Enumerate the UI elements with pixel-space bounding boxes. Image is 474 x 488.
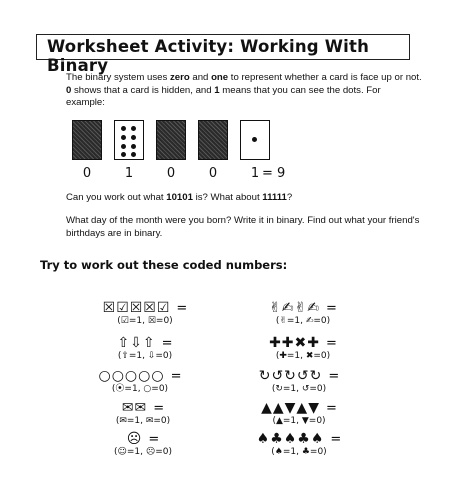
intro-text-4: shows that a card is hidden, and <box>71 84 215 96</box>
puzzle-key: (⇧=1, ⇩=0) <box>117 351 173 361</box>
puzzle-crosses: ✚✚✖✚ = (✚=1, ✖=0) <box>248 332 358 362</box>
card-hidden <box>198 120 228 160</box>
binary-11111: 11111 <box>262 192 287 203</box>
title-box <box>36 34 410 75</box>
intro-text-5: means that you can see the dots. For example: <box>66 84 381 108</box>
puzzle-key: (☑=1, ☒=0) <box>117 316 173 326</box>
face-icons: ☹ <box>126 431 143 447</box>
example-digit: 1 <box>124 166 134 181</box>
binary-10101: 10101 <box>166 192 193 203</box>
puzzle-triangles: ▲▲▼▲▼ = (▲=1, ▼=0) <box>240 397 358 427</box>
puzzle-circles: ○○○○○ = (⦿=1, ○=0) <box>80 365 200 395</box>
puzzle-rotations: ↻↺↻↺↻ = (↻=1, ↺=0) <box>240 365 358 395</box>
intro-bold-1: 1 <box>214 84 220 96</box>
cross-icons: ✚✚✖✚ <box>269 335 320 351</box>
hand-icons: ✌✍✌✍ <box>269 300 320 316</box>
example-digit: 0 <box>208 166 218 181</box>
question-one: Can you work out what 10101 is? What about 11111? <box>66 192 293 203</box>
intro-text-1: The binary system uses <box>66 72 170 83</box>
section-heading: Try to work out these coded numbers: <box>40 258 288 272</box>
arrow-icons: ⇧⇩⇧ <box>117 335 156 351</box>
puzzle-key: (♠=1, ♣=0) <box>271 447 327 457</box>
puzzle-key: (✉=1, ✉=0) <box>115 416 171 426</box>
intro-paragraph <box>66 72 422 110</box>
example-digit: 0 <box>82 166 92 181</box>
example-digit: 1 <box>250 166 260 181</box>
intro-text-3: to represent whether a card is face up or not. <box>228 72 422 83</box>
example-result: = 9 <box>262 166 286 181</box>
puzzle-key: (✚=1, ✖=0) <box>275 351 331 361</box>
page-title: Worksheet Activity: Working With Binary <box>47 37 370 75</box>
card-hidden <box>156 120 186 160</box>
intro-bold-zero: zero <box>169 72 190 83</box>
triangle-icons: ▲▲▼▲▼ <box>261 400 320 416</box>
puzzle-key: (✌=1, ✍=0) <box>275 316 331 326</box>
puzzle-key: (⦿=1, ○=0) <box>111 384 169 394</box>
puzzle-key: (↻=1, ↺=0) <box>271 384 327 394</box>
card-one-dot <box>240 120 270 160</box>
puzzle-faces: ☹ = (☺=1, ☹=0) <box>86 428 200 458</box>
intro-text-2: and <box>189 72 212 83</box>
circle-icons: ○○○○○ <box>98 368 165 384</box>
puzzle-hands: ✌✍✌✍ = (✌=1, ✍=0) <box>248 297 358 327</box>
card-hidden <box>72 120 102 160</box>
card-suit-icons: ♠♣♠♣♠ <box>256 431 325 447</box>
puzzle-checkbox: ☒☑☒☒☑ = (☑=1, ☒=0) <box>90 297 200 327</box>
checkbox-icons: ☒☑☒☒☑ <box>102 300 171 316</box>
rotate-icons: ↻↺↻↺↻ <box>258 368 323 384</box>
puzzle-key: (▲=1, ▼=0) <box>272 416 326 426</box>
puzzle-arrows: ⇧⇩⇧ = (⇧=1, ⇩=0) <box>90 332 200 362</box>
question-two: What day of the month were you born? Write it in binary. Find out what your friend's birthdays are in binary. <box>66 215 420 239</box>
puzzle-key: (☺=1, ☹=0) <box>113 447 173 457</box>
intro-bold-one: one <box>211 72 229 83</box>
puzzle-envelopes: ✉✉ = (✉=1, ✉=0) <box>86 397 200 427</box>
example-digit: 0 <box>166 166 176 181</box>
card-eight-dots <box>114 120 144 160</box>
envelope-icons: ✉✉ <box>121 400 148 416</box>
puzzle-card-suits: ♠♣♠♣♠ = (♠=1, ♣=0) <box>240 428 358 458</box>
intro-bold-0: 0 <box>66 84 72 96</box>
